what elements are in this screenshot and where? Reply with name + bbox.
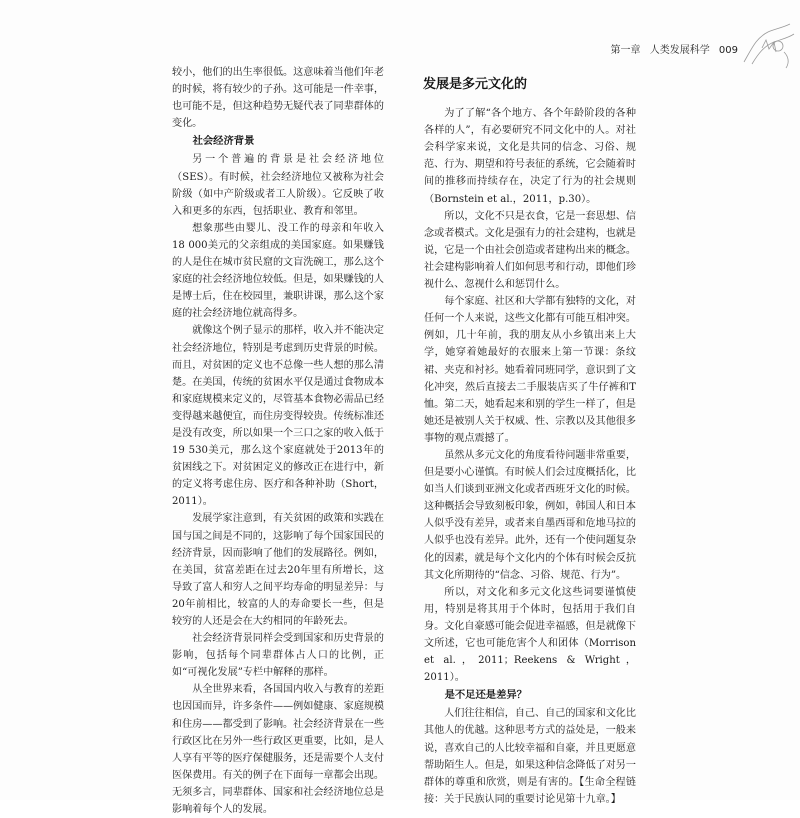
section-heading: 发展是多元文化的	[423, 77, 528, 92]
paragraph: 每个家庭、社区和大学都有独特的文化，对任何一个人来说，这些文化都有可能互相冲突。例如，几十年前，我的朋友从小乡镇出来上大学，她穿着她最好的衣服来上第一节课：条纹裙、夹克和衬衫。她看着同班同学，意识到了文化冲突，然后直接去二手服装店买了牛仔裤和T恤。第二天，她看起来和别的学生一样了，但是她还是被别人关于权威、性、宗教以及其他很多事物的观点震撼了。	[424, 296, 636, 444]
paragraph: 虽然从多元文化的角度看待问题非常重要，但是要小心谨慎。有时候人们会过度概括化，比如当人们谈到亚洲文化或者西班牙文化的时候。这种概括会导致刻板印象，例如，韩国人和日本人似乎没有差异，或者来自墨西哥和危地马拉的人似乎也没有差异。此外，还有一个使问题复杂化的因素，就是每个文化内的个体有时候会反抗其文化所期待的“信念、习俗、规范、行为”。	[424, 449, 636, 581]
paragraph: 人们往往相信，自己、自己的国家和文化比其他人的优越。这种思考方式的益处是，一般来说，喜欢自己的人比较幸福和自豪，并且更愿意帮助陌生人。但是，如果这种信念降低了对另一群体的尊重和欣赏，则是有害的。【生命全程链接：关于民族认同的重要讨论见第十九章。】	[424, 708, 636, 805]
paragraph: 发展学家注意到，有关贫困的政策和实践在国与国之间是不同的，这影响了每个国家国民的经济背景，因而影响了他们的发展路径。例如，在美国，贫富差距在过去20年里有所增长，这导致了富人和穷人之间平均寿命的明显差异：与20年前相比，较富的人的寿命要长一些，但是较穷的人还是会在大约相同的年龄死去。	[172, 513, 384, 627]
right-column	[424, 76, 636, 808]
paragraph: 就像这个例子显示的那样，收入并不能决定社会经济地位，特别是考虑到历史背景的时候。而且，对贫困的定义也不总像一些人想的那么清楚。在美国，传统的贫困水平仅是通过食物成本和家庭规模来定义的，尽管基本食物必需品已经变得越来越便宜，而住房变得较贵。传统标准还是没有改变，所以如果一个三口之家的收入低于19 530美元，那么这个家庭就处于2013年的贫困线之下。对贫困定义的修改正在进行中，新的定义将考虑住房、医疗和各种补助（Short，2011）。	[172, 325, 384, 508]
paragraph: 较小，他们的出生率很低。这意味着当他们年老的时候，将有较少的子孙。这可能是一件幸事，也可能不是，但这种趋势无疑代表了同辈群体的变化。	[172, 67, 384, 130]
chapter-label: 第一章	[610, 45, 641, 56]
paragraph: 另一个普遍的背景是社会经济地位（SES）。有时候，社会经济地位又被称为社会阶级（如中产阶级或者工人阶级）。它反映了收入和更多的东西，包括职业、教育和邻里。	[172, 154, 384, 217]
paragraph: 所以，对文化和多元文化这些词要谨慎使用，特别是将其用于个体时，包括用于我们自身。文化自豪感可能会促进幸福感，但是就像下文所述，它也可能危害个人和团体（Morrison et al.，2011；Reekens & Wright，2011）。	[424, 586, 636, 684]
paragraph: 想象那些由婴儿、没工作的母亲和年收入18 000美元的父亲组成的美国家庭。如果赚钱的人是住在城市贫民窟的文盲洗碗工，那么这个家庭的社会经济地位较低。但是，如果赚钱的人是博士后，住在校园里，兼职讲课，那么这个家庭的社会经济地位就高得多。	[172, 222, 384, 320]
chapter-title: 人类发展科学	[649, 45, 710, 56]
paragraph: 所以，文化不只是衣食，它是一套思想、信念或者模式。文化是强有力的社会建构，也就是说，它是一个由社会创造或者建构出来的概念。社会建构影响着人们如何思考和行动，即他们珍视什么、忽视什么和惩罚什么。	[424, 210, 636, 291]
paragraph: 从全世界来看，各国国内收入与教育的差距也因国而异，许多条件——例如健康、家庭规模和住房——都受到了影响。社会经济背景在一些行政区比在另外一些行政区更重要，比如，是人人享有平等的医疗保健服务，还是需要个人支付医保费用。有关的例子在下面每一章都会出现。无须多言，同辈群体、国家和社会经济地位总是影响着每个人的发展。	[172, 684, 384, 816]
paragraph: 社会经济背景同样会受到国家和历史背景的影响，包括每个同辈群体占人口的比例，正如“可视化发展”专栏中解释的那样。	[172, 633, 384, 679]
paragraph: 为了了解“各个地方、各个年龄阶段的各种各样的人”，有必要研究不同文化中的人。对社会科学家来说，文化是共同的信念、习俗、规范、行为、期望和符号表征的系统，它会随着时间的推移而持续存在，决定了行为的社会规则（Bornstein et al.，2011，p.30）。	[424, 108, 636, 205]
header-ornament-icon	[734, 18, 798, 70]
subheading-deficit-or-difference: 是不足还是差异？	[444, 689, 527, 702]
running-header	[605, 41, 738, 56]
page-number: 009	[718, 45, 738, 56]
left-column	[172, 64, 384, 818]
subheading-socioeconomic: 社会经济背景	[192, 135, 255, 148]
